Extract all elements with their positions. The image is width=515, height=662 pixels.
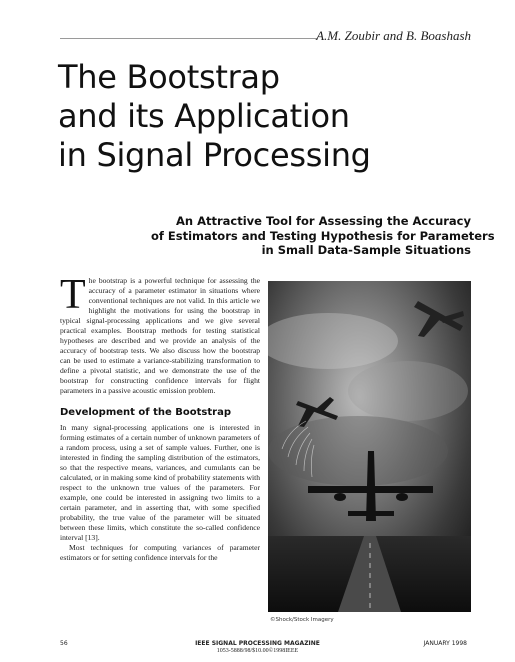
- issn-line: 1053-5888/98/$10.00©1998IEEE: [216, 648, 299, 654]
- author-line: A.M. Zoubir and B. Boashash: [316, 28, 471, 43]
- subtitle-line-3: in Small Data-Sample Situations: [261, 243, 471, 257]
- section-heading: Development of the Bootstrap: [60, 407, 232, 418]
- issue-date: JANUARY 1998: [423, 640, 467, 647]
- intro-paragraph: [60, 272, 260, 396]
- body-paragraph-2: Most techniques for computing variances of parameter estimators or for setting confidence intervals for the: [60, 543, 260, 562]
- title-line-3: in Signal Processing: [58, 136, 371, 174]
- aircraft-photo-illustration: [268, 281, 471, 612]
- drop-cap: T: [60, 272, 86, 318]
- photo-credit: ©Shock/Stock Imagery: [270, 617, 334, 623]
- article-title: [58, 58, 488, 175]
- body-column: [60, 272, 260, 563]
- article-subtitle: [151, 214, 495, 258]
- header-rule: [60, 38, 318, 39]
- subtitle-line-1: An Attractive Tool for Assessing the Accuracy: [175, 214, 471, 228]
- page-footer: [0, 640, 515, 660]
- title-line-2: and its Application: [58, 97, 350, 135]
- body-paragraph-1: In many signal-processing applications one is interested in forming estimates of a certain number of unknown parameters of a random process, using a set of sample values. Further, one is interested in finding the sampling distribution of the estimators, so that the respective means, variances, and cumulants can be calculated, or in making some kind of probability statements with respect to the unknown true values of the parameters. For example, one could be interested in assigning two limits to a certain parameter, and in asserting that, with some specified probability, the true value of the parameter will be situated between these limits, which constitute the so-called confidence interval [13].: [60, 423, 260, 542]
- magazine-name: IEEE SIGNAL PROCESSING MAGAZINE: [195, 640, 320, 647]
- subtitle-line-2: of Estimators and Testing Hypothesis for Parameters: [151, 228, 495, 243]
- intro-text: he bootstrap is a powerful technique for assessing the accuracy of a parameter estimator in situations where conventional techniques are not valid. In this article we highlight the motivations for using the bootstrap in typical signal-processing applications and we give several practical examples. Bootstrap methods for testing statistical hypotheses are described and we provide an analysis of the accuracy of bootstrap tests. We also discuss how the bootstrap can be used to estimate a variance-stabilizing transformation to define a pivotal statistic, and we demonstrate the use of the bootstrap for constructing confidence intervals for flight parameters in a passive acoustic emission problem.: [60, 276, 260, 395]
- title-line-1: The Bootstrap: [58, 58, 280, 96]
- aircraft-photo: [268, 281, 471, 612]
- page-number: 56: [60, 640, 68, 647]
